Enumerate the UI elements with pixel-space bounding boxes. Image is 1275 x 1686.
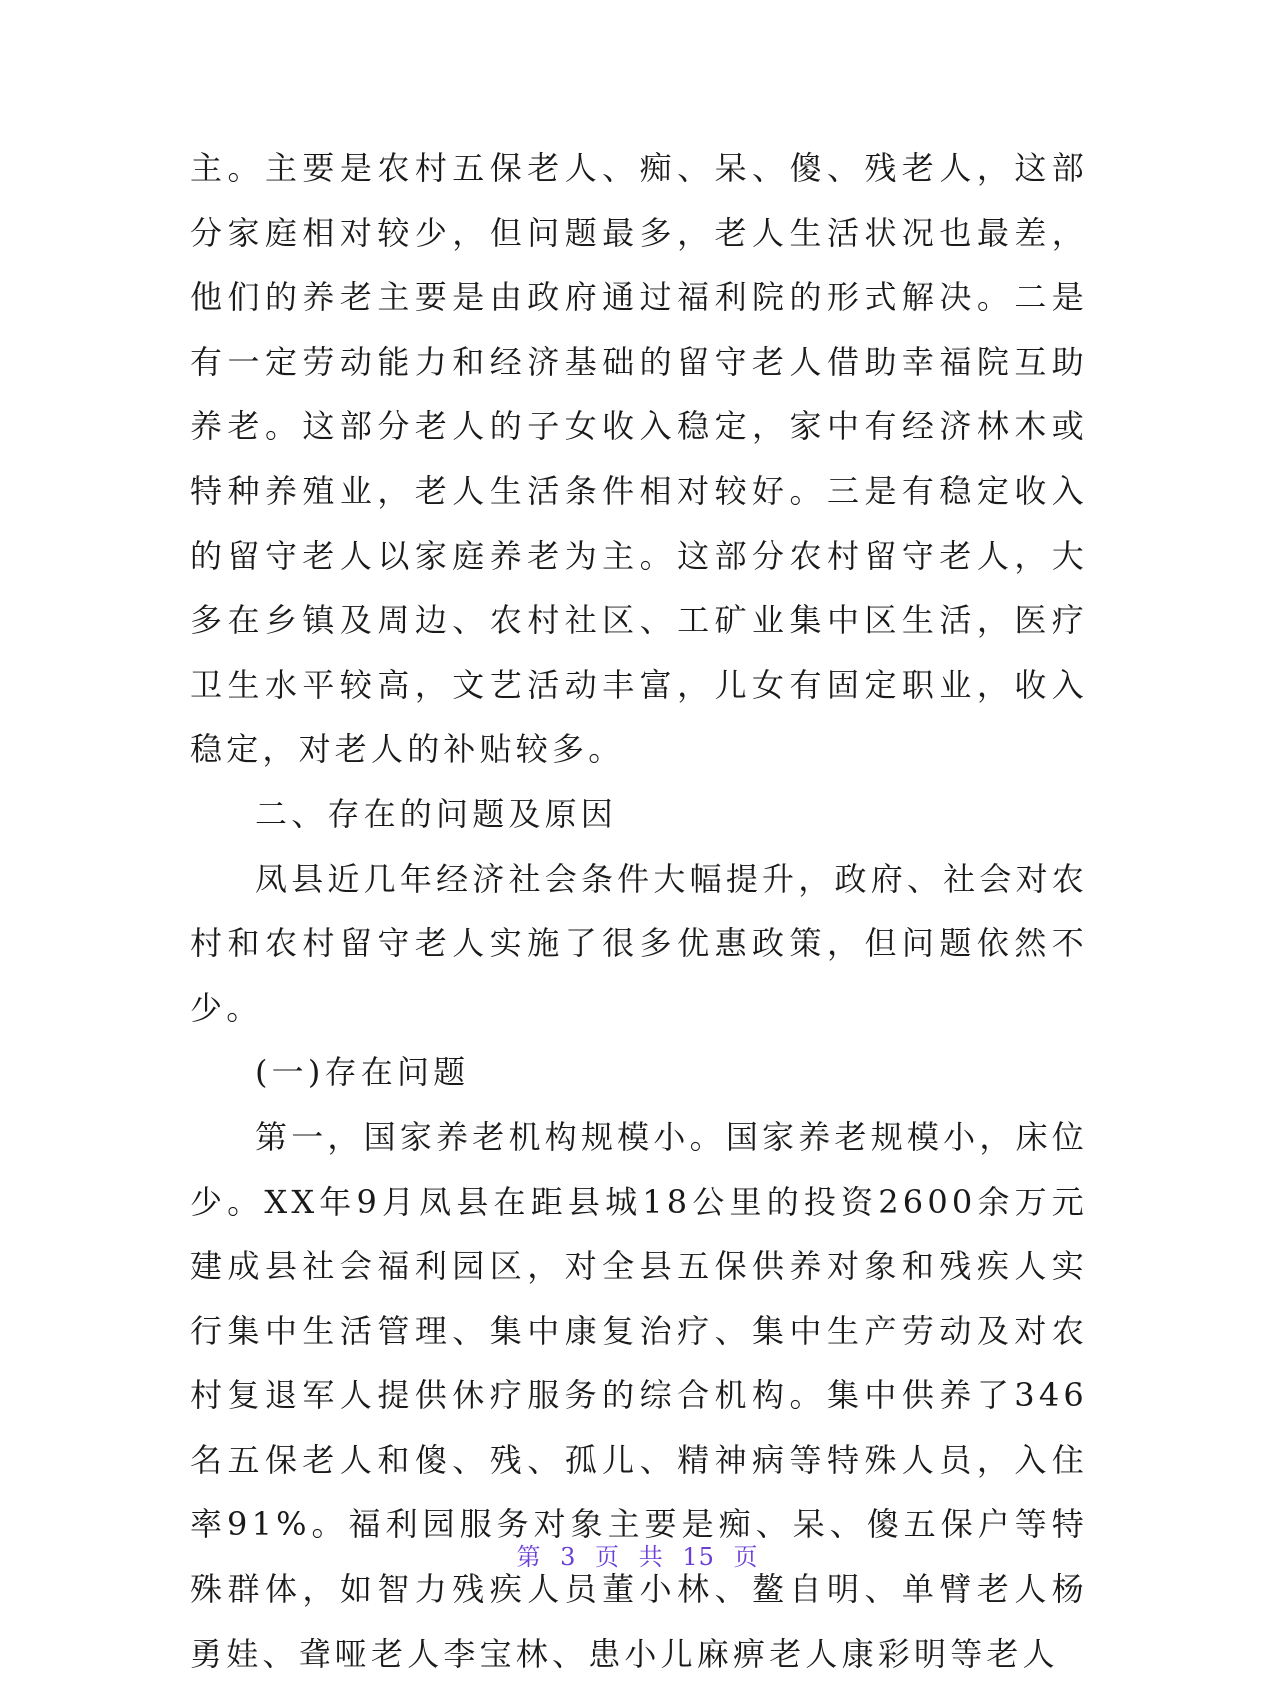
paragraph-continuation: 主。主要是农村五保老人、痴、呆、傻、残老人，这部分家庭相对较少，但问题最多，老人生活状况也最差，他们的养老主要是由政府通过福利院的形式解决。二是有一定劳动能力和经济基础的留守老人借助幸福院互助养老。这部分老人的子女收入稳定，家中有经济林木或特种养殖业，老人生活条件相对较好。三是有稳定收入的留守老人以家庭养老为主。这部分农村留守老人，大多在乡镇及周边、农村社区、工矿业集中区生活，医疗卫生水平较高，文艺活动丰富，儿女有固定职业，收入稳定，对老人的补贴较多。 <box>190 149 1088 769</box>
paragraph-intro: 凤县近几年经济社会条件大幅提升，政府、社会对农村和农村留守老人实施了很多优惠政策，但问题依然不少。 <box>190 859 1088 1027</box>
page-footer <box>0 1537 1275 1572</box>
document-body <box>190 136 1088 1686</box>
section-heading: 二、存在的问题及原因 <box>255 794 618 833</box>
footer-label-page: 第 <box>516 1543 542 1571</box>
footer-label-total-unit: 页 <box>733 1543 759 1571</box>
footer-current-page: 3 <box>560 1543 577 1571</box>
footer-label-page-unit: 页 <box>595 1543 621 1571</box>
subsection-heading: (一)存在问题 <box>255 1053 470 1092</box>
footer-total-pages: 15 <box>682 1543 715 1571</box>
paragraph-first-problem: 第一，国家养老机构规模小。国家养老规模小，床位少。XX年9月凤县在距县城18公里的投资2600余万元建成县社会福利园区，对全县五保供养对象和残疾人实行集中生活管理、集中康复治疗、集中生产劳动及对农村复退军人提供休疗服务的综合机构。集中供养了346名五保老人和傻、残、孤儿、精神病等特殊人员，入住率91%。福利园服务对象主要是痴、呆、傻五保户等特殊群体，如智力残疾人员董小林、鳌自明、单臂老人杨勇娃、聋哑老人李宝林、患小儿麻痹老人康彩明等老人 <box>190 1117 1088 1673</box>
footer-label-total: 共 <box>638 1543 664 1571</box>
